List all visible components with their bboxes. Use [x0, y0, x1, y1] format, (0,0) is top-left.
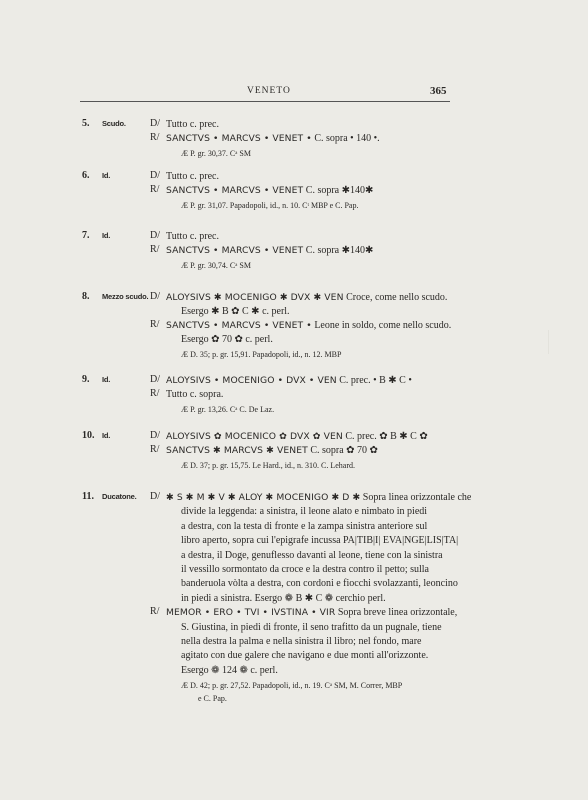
line-text: Esergo ❁ 124 ❁ c. perl.	[181, 664, 278, 676]
line-text: il vessillo sormontato da croce e la destra contro il petto; sulla	[181, 564, 429, 575]
entry-line	[166, 319, 451, 332]
entry-line	[181, 305, 290, 318]
denomination: Id.	[102, 375, 111, 384]
line-text: agitato con due galere che navigano e due monti all'orizzonte.	[181, 650, 429, 662]
line-text: Sopra breve linea orizzontale,	[335, 607, 458, 619]
reference: Æ D. 42; p. gr. 27,52. Papadopoli, id., n. 19. Cᵃ SM, M. Correr, MBP	[181, 681, 403, 691]
entry-line	[181, 534, 458, 547]
line-text: C. prec. • B ✱ C •	[336, 375, 412, 386]
reverse-mark: R/	[150, 444, 160, 455]
line-text: Tutto c. prec.	[166, 231, 219, 242]
coin-legend: MEMOR • ERO • TVI • IVSTINA • VIR	[166, 607, 336, 619]
entry-number: 9.	[82, 374, 90, 385]
coin-legend: SANCTVS • MARCVS • VENET •	[166, 320, 312, 331]
entry-line	[181, 649, 428, 662]
reverse-mark: R/	[150, 606, 160, 618]
line-text: C. sopra ✱140✱	[303, 245, 374, 256]
line-text: S. Giustina, in piedi di fronte, il seno trafitto da un pugnale, tiene	[181, 621, 442, 633]
entry-number: 7.	[82, 230, 90, 241]
entry-line	[181, 635, 421, 648]
entry-line	[181, 563, 429, 576]
line-text: Tutto c. prec.	[166, 119, 219, 130]
entry-line	[181, 577, 458, 590]
entry-line	[166, 430, 428, 443]
entry-line	[181, 621, 442, 634]
line-text: C. sopra • 140 •.	[311, 133, 380, 144]
entry-line	[181, 333, 273, 346]
reference: Æ P. gr. 30,74. Cᵃ SM	[181, 261, 251, 270]
reference: Æ P. gr. 30,37. Cᵃ SM	[181, 149, 251, 158]
entry-line	[181, 664, 278, 677]
entry-line	[166, 184, 373, 197]
entry-line	[166, 388, 223, 401]
entry-line	[166, 374, 412, 387]
denomination: Mezzo scudo.	[102, 292, 149, 301]
coin-legend: ALOYSIVS ✱ MOCENIGO ✱ DVX ✱ VEN	[166, 292, 344, 303]
header-rule	[80, 101, 450, 102]
running-header: VENETO	[247, 86, 291, 96]
obverse-mark: D/	[150, 291, 160, 302]
entry-number: 8.	[82, 291, 90, 302]
reverse-mark: R/	[150, 319, 160, 330]
obverse-mark: D/	[150, 118, 160, 129]
line-text: nella destra la palma e nella sinistra il libro; nel fondo, mare	[181, 636, 422, 647]
denomination: Scudo.	[102, 119, 126, 128]
line-text: Tutto c. sopra.	[166, 389, 224, 400]
entry-number: 10.	[82, 430, 95, 441]
entry-line	[166, 132, 380, 145]
line-text: in piedi a sinistra. Esergo ❁ B ✱ C ❁ cerchio perl.	[181, 592, 386, 604]
coin-legend: ALOYSIVS • MOCENIGO • DVX • VEN	[166, 375, 337, 386]
coin-legend: ALOYSIVS ✿ MOCENICO ✿ DVX ✿ VEN	[166, 431, 343, 442]
entry-line	[166, 606, 457, 619]
reverse-mark: R/	[150, 244, 160, 255]
entry-line	[166, 244, 373, 257]
reference: Æ P. gr. 13,26. Cᵃ C. De Laz.	[181, 405, 275, 414]
line-text: C. sopra ✱140✱	[303, 185, 374, 196]
denomination: Id.	[102, 431, 111, 440]
denomination: Id.	[102, 171, 111, 180]
obverse-mark: D/	[150, 374, 160, 385]
coin-legend: SANCTVS • MARCVS • VENET	[166, 245, 304, 256]
entry-number: 6.	[82, 170, 90, 181]
denomination: Id.	[102, 231, 111, 240]
line-text: Sopra linea orizzontale che	[360, 492, 472, 503]
reference: Æ D. 37; p. gr. 15,75. Le Hard., id., n. 310. C. Lehard.	[181, 461, 355, 470]
entry-number: 11.	[82, 491, 94, 502]
obverse-mark: D/	[150, 170, 160, 181]
coin-legend: SANCTVS • MARCVS • VENET •	[166, 133, 312, 144]
line-text: a destra, il Doge, genuflesso davanti al leone, tiene con la sinistra	[181, 549, 443, 561]
line-text: a destra, con la testa di fronte e la zampa sinistra anteriore sul	[181, 520, 428, 532]
reverse-mark: R/	[150, 132, 160, 143]
line-text: C. prec. ✿ B ✱ C ✿	[342, 431, 428, 442]
entry-line	[181, 505, 427, 518]
reverse-mark: R/	[150, 388, 160, 399]
entry-line	[166, 230, 219, 243]
entry-line	[166, 291, 447, 304]
line-text: Croce, come nello scudo.	[343, 292, 448, 303]
line-text: Leone in soldo, come nello scudo.	[311, 320, 452, 331]
entry-line	[181, 592, 386, 605]
edge-shadow	[548, 330, 567, 354]
coin-legend: SANCTVS ✱ MARCVS ✱ VENET	[166, 445, 308, 456]
obverse-mark: D/	[150, 430, 160, 441]
line-text: divide la leggenda: a sinistra, il leone alato e nimbato in piedi	[181, 506, 428, 518]
line-text: Esergo ✿ 70 ✿ c. perl.	[181, 334, 273, 345]
page-number: 365	[430, 85, 447, 97]
reverse-mark: R/	[150, 184, 160, 195]
line-text: Tutto c. prec.	[166, 171, 219, 182]
entry-line	[166, 170, 219, 183]
entry-line	[166, 118, 219, 131]
reference: Æ D. 35; p. gr. 15,91. Papadopoli, id., n. 12. MBP	[181, 350, 342, 359]
entry-line	[181, 549, 443, 562]
reference: Æ P. gr. 31,07. Papadopoli, id., n. 10. Cᵗ MBP e C. Pap.	[181, 201, 359, 210]
coin-legend: SANCTVS • MARCVS • VENET	[166, 185, 304, 196]
reference-cont: e C. Pap.	[198, 694, 227, 704]
denomination: Ducatone.	[102, 492, 137, 501]
line-text: Esergo ✱ B ✿ C ✱ c. perl.	[181, 306, 290, 317]
line-text: banderuola vòlta a destra, con cordoni e fiocchi svolazzanti, leoncino	[181, 578, 458, 590]
entry-line	[166, 444, 378, 457]
entry-number: 5.	[82, 118, 90, 129]
coin-legend: ✱ S ✱ M ✱ V ✱ ALOY ✱ MOCENIGO ✱ D ✱	[166, 492, 361, 503]
obverse-mark: D/	[150, 230, 160, 241]
obverse-mark: D/	[150, 491, 160, 502]
entry-line	[166, 491, 471, 504]
line-text: C. sopra ✿ 70 ✿	[307, 445, 378, 456]
entry-line	[181, 520, 427, 533]
line-text: libro aperto, sopra cui l'epigrafe incussa PA|TIB|I| EVA|NGE|LIS|TA|	[181, 535, 459, 547]
